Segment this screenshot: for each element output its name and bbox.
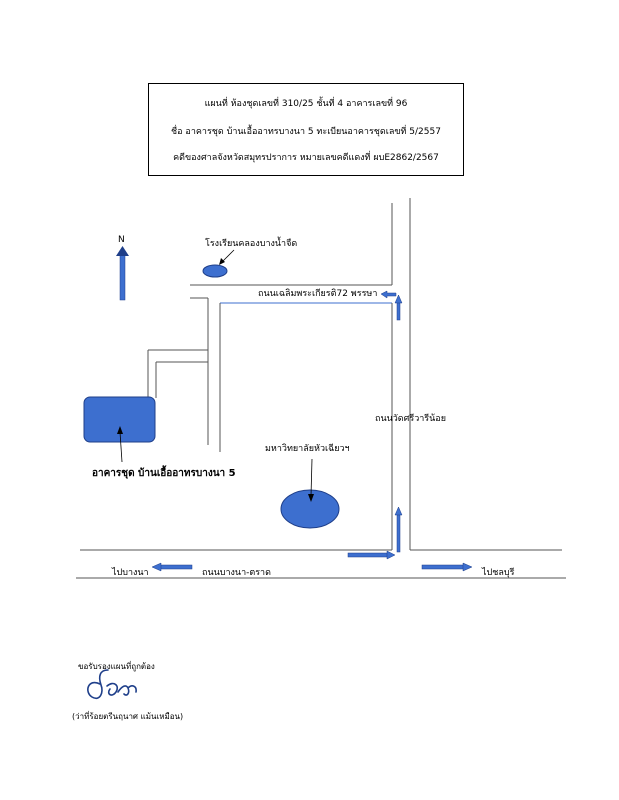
road-chaloem-label: ถนนเฉลิมพระเกียรติ72 พรรษา xyxy=(258,289,378,299)
school-label: โรงเรียนคลองบางน้ำจืด xyxy=(205,239,298,249)
arrow-wat-lower-head xyxy=(395,507,402,515)
signature-drawing xyxy=(88,670,136,698)
title-line-case: คดีของศาลจังหวัดสมุทรปราการ หมายเลขคดีแดงที่ ผบE2862/2567 xyxy=(173,153,439,163)
arrow-bangna-head xyxy=(152,563,161,571)
arrow-junction-shaft xyxy=(348,553,388,557)
arrow-chaloem-left xyxy=(381,291,396,298)
arrow-chonburi-head xyxy=(463,563,472,571)
certifier-name: (ว่าที่ร้อยตรีนฤนาศ แม้นเหมือน) xyxy=(72,712,184,721)
certification-text: ขอรับรองแผนที่ถูกต้อง xyxy=(78,662,155,671)
road-wat-label: ถนนวัดศรีวารีน้อย xyxy=(375,414,446,424)
school-leader-line xyxy=(222,250,234,262)
arrow-bangna-shaft xyxy=(160,565,192,569)
title-line-building: ชื่อ อาคารชุด บ้านเอื้ออาทรบางนา 5 ทะเบียนอาคารชุดเลขที่ 5/2557 xyxy=(171,127,441,137)
condo-building-marker xyxy=(84,397,155,442)
road-bangna-trat-label: ถนนบางนา-ตราด xyxy=(202,568,271,578)
title-line-unit: แผนที่ ห้องชุดเลขที่ 310/25 ชั้นที่ 4 อาคารเลขที่ 96 xyxy=(204,99,408,109)
school-marker xyxy=(203,265,227,277)
university-label: มหาวิทยาลัยหัวเฉียวฯ xyxy=(265,444,350,454)
arrow-chonburi-shaft xyxy=(422,565,464,569)
condo-label: อาคารชุด บ้านเอื้ออาทรบางนา 5 xyxy=(92,468,236,479)
north-arrow xyxy=(116,246,129,300)
to-bangna-label: ไปบางนา xyxy=(112,568,149,578)
arrow-junction-head xyxy=(387,551,395,559)
arrow-wat-lower-shaft xyxy=(397,514,400,552)
north-label: N xyxy=(118,235,125,245)
direction-arrows xyxy=(152,291,472,571)
arrow-wat-upper-shaft xyxy=(397,302,400,320)
to-chonburi-label: ไปชลบุรี xyxy=(482,568,515,578)
school-leader-head xyxy=(219,258,225,265)
